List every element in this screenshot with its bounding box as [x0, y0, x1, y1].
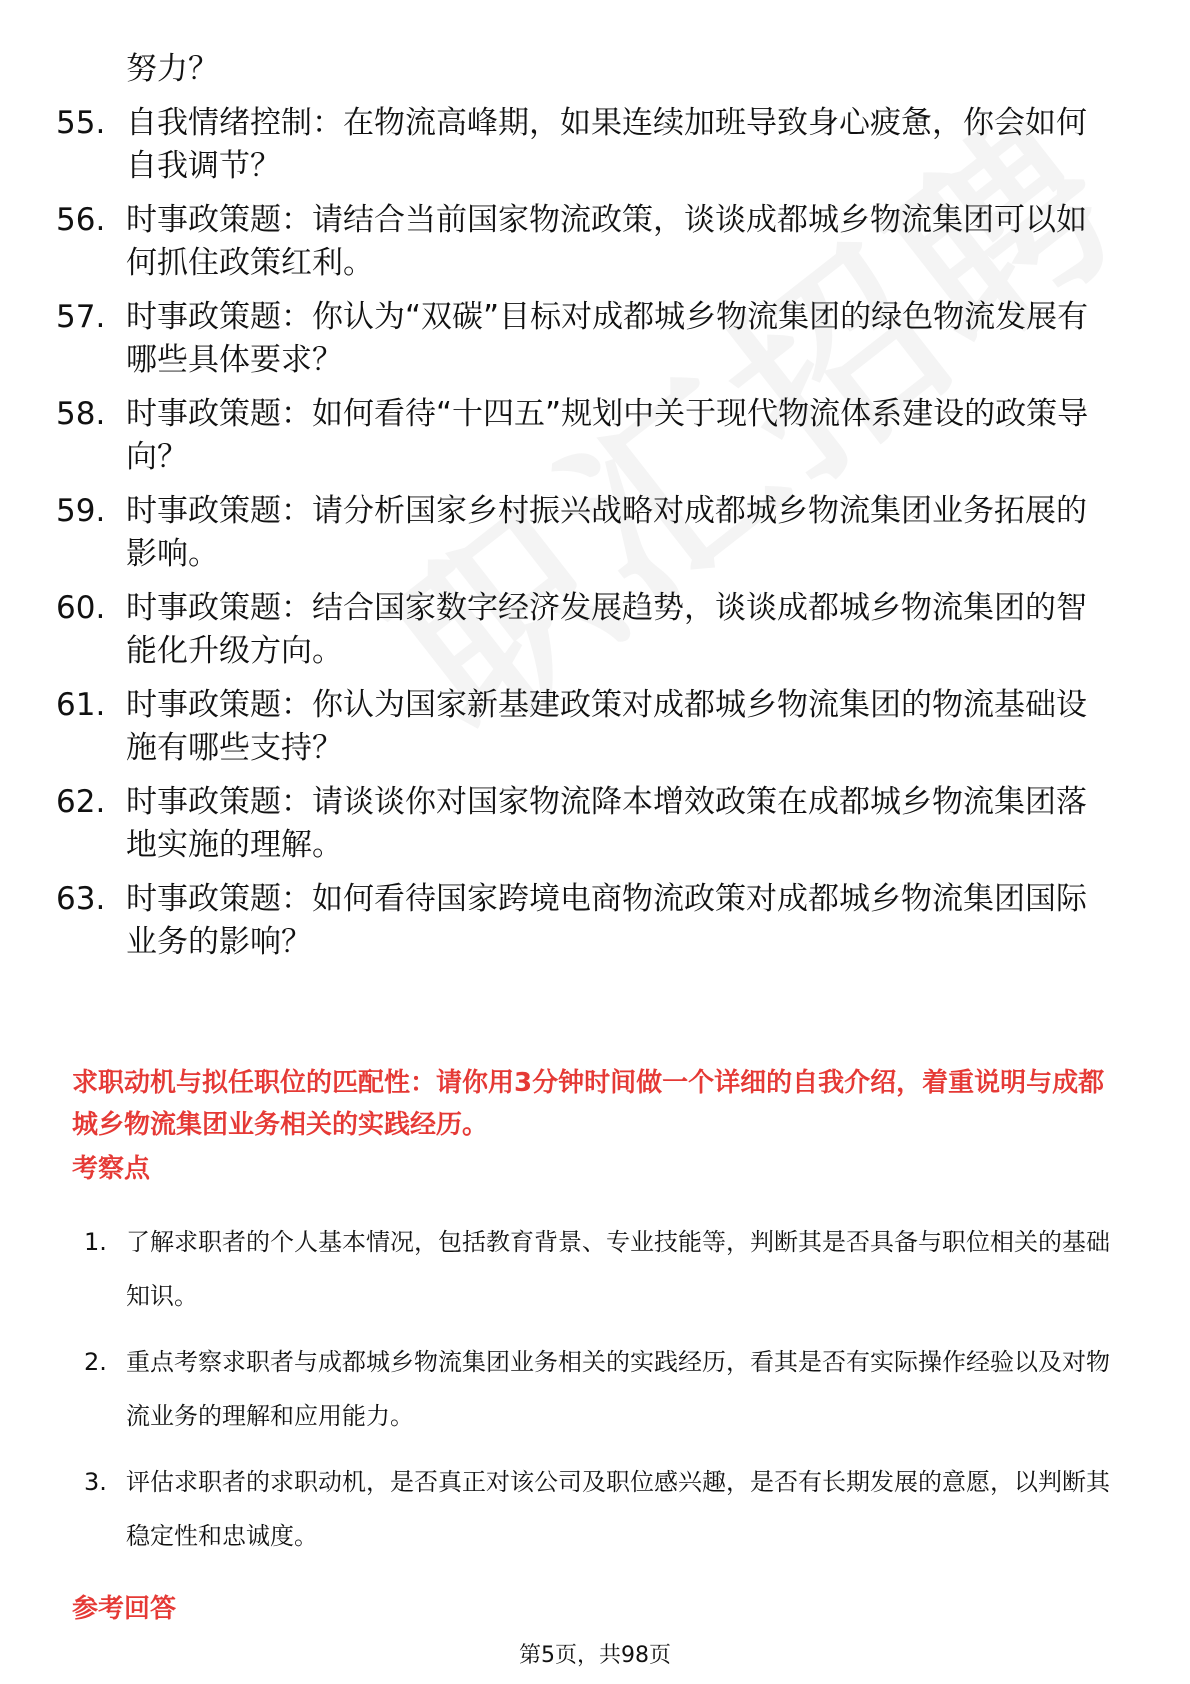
question-number: 62.	[56, 784, 106, 820]
point-text: 重点考察求职者与成都城乡物流集团业务相关的实践经历，看其是否有实际操作经验以及对物流业务的理解和应用能力。	[126, 1348, 1110, 1430]
answer-heading: 参考回答	[72, 1594, 177, 1624]
question-item	[56, 393, 1116, 479]
question-item	[56, 781, 1116, 867]
point-number: 3.	[84, 1468, 107, 1496]
point-number: 1.	[84, 1228, 107, 1256]
question-text: 时事政策题：如何看待国家跨境电商物流政策对成都城乡物流集团国际业务的影响？	[126, 881, 1087, 960]
question-number: 58.	[56, 396, 106, 432]
question-item	[56, 102, 1116, 188]
section-title: 求职动机与拟任职位的匹配性：请你用3分钟时间做一个详细的自我介绍，着重说明与成都城乡物流集团业务相关的实践经历。	[72, 1068, 1105, 1140]
point-text: 评估求职者的求职动机，是否真正对该公司及职位感兴趣，是否有长期发展的意愿，以判断其稳定性和忠诚度。	[126, 1468, 1110, 1550]
question-item	[56, 878, 1116, 964]
question-number: 59.	[56, 493, 106, 529]
question-number: 61.	[56, 687, 106, 723]
points-list	[84, 1215, 1114, 1575]
point-text: 了解求职者的个人基本情况，包括教育背景、专业技能等，判断其是否具备与职位相关的基础知识。	[126, 1228, 1110, 1310]
question-item	[56, 296, 1116, 382]
question-number: 63.	[56, 881, 106, 917]
question-text: 时事政策题：如何看待“十四五”规划中关于现代物流体系建设的政策导向？	[126, 396, 1089, 475]
question-number: 60.	[56, 590, 106, 626]
question-number: 55.	[56, 105, 106, 141]
question-text: 时事政策题：请分析国家乡村振兴战略对成都城乡物流集团业务拓展的影响。	[126, 493, 1087, 572]
point-item	[84, 1335, 1114, 1443]
question-text: 时事政策题：你认为国家新基建政策对成都城乡物流集团的物流基础设施有哪些支持？	[126, 687, 1087, 766]
question-number: 57.	[56, 299, 106, 335]
page-footer: 第5页，共98页	[519, 1643, 671, 1668]
question-item	[56, 490, 1116, 576]
question-item	[56, 684, 1116, 770]
question-number: 56.	[56, 202, 106, 238]
kaochadian-heading: 考察点	[72, 1154, 151, 1184]
question-item	[56, 199, 1116, 285]
point-item	[84, 1215, 1114, 1323]
continued-text	[56, 48, 1116, 91]
point-number: 2.	[84, 1348, 107, 1376]
question-text: 时事政策题：请谈谈你对国家物流降本增效政策在成都城乡物流集团落地实施的理解。	[126, 784, 1087, 863]
question-item	[56, 587, 1116, 673]
question-text: 时事政策题：结合国家数字经济发展趋势，谈谈成都城乡物流集团的智能化升级方向。	[126, 590, 1087, 669]
question-text: 时事政策题：请结合当前国家物流政策，谈谈成都城乡物流集团可以如何抓住政策红利。	[126, 202, 1087, 281]
point-item	[84, 1455, 1114, 1563]
continued-text-content: 努力？	[126, 51, 219, 87]
question-text: 自我情绪控制：在物流高峰期，如果连续加班导致身心疲惫，你会如何自我调节？	[126, 105, 1087, 184]
question-list	[56, 48, 1116, 975]
question-text: 时事政策题：你认为“双碳”目标对成都城乡物流集团的绿色物流发展有哪些具体要求？	[126, 299, 1089, 378]
